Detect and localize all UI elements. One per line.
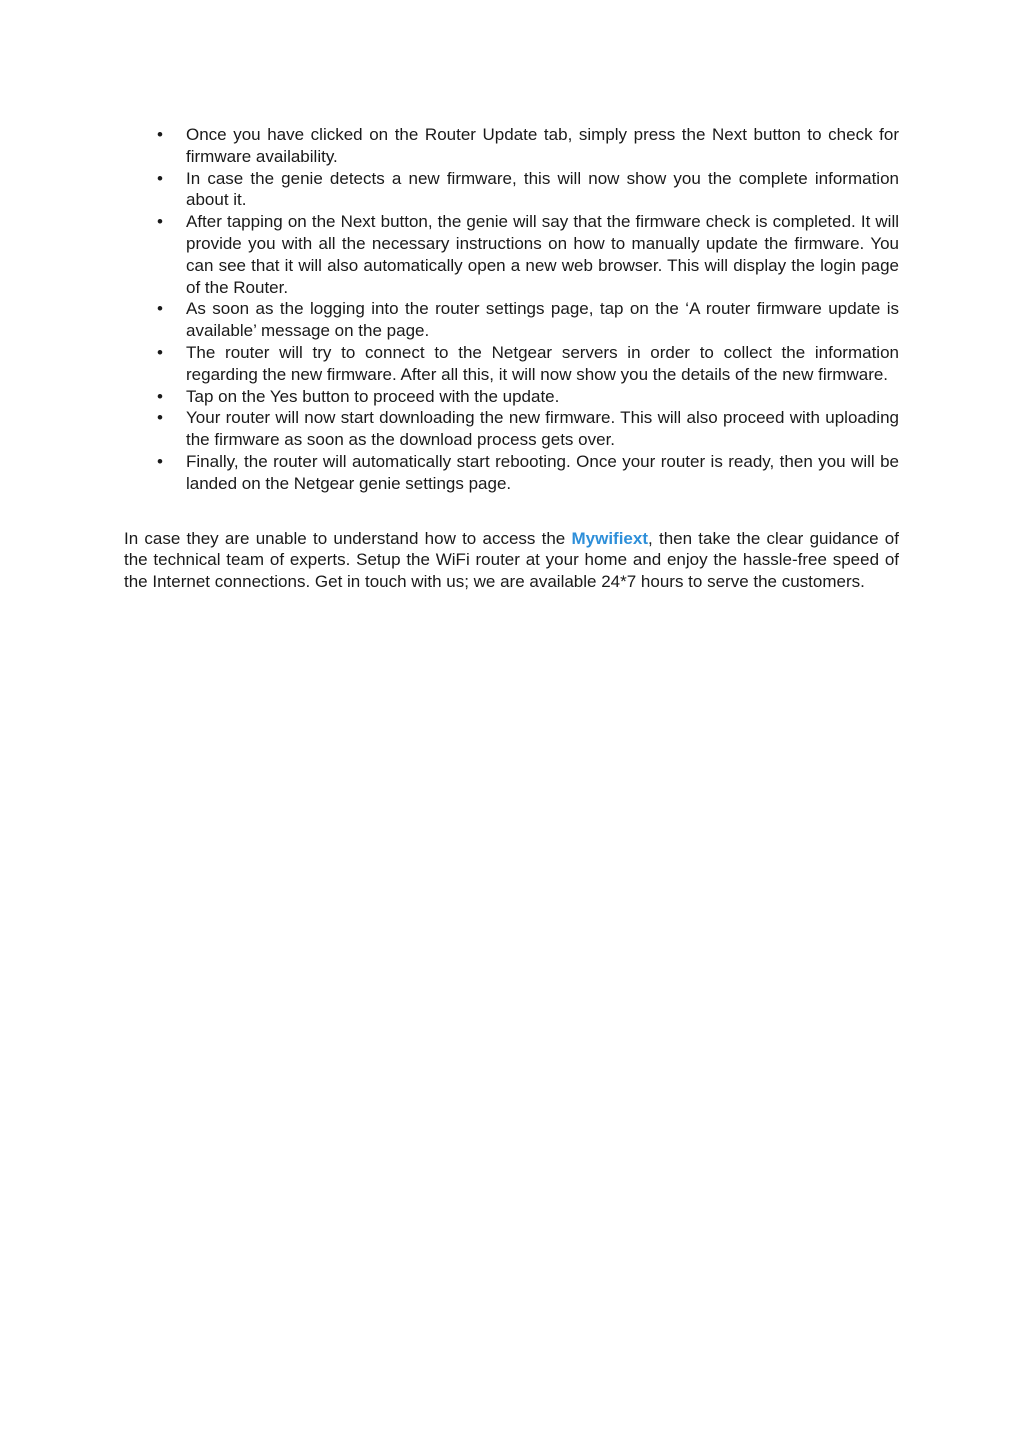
list-item: [124, 298, 899, 342]
closing-text-end: , then take the clear guidance of the technical team of experts. Setup the WiFi router at your home and enjoy the hassle-free speed of the Internet connections. Get in touch with us; we are available 24*7 hours to serve the customers.: [124, 528, 899, 592]
list-item-text: The router will try to connect to the Netgear servers in order to collect the information regarding the new firmware. After all this, it will now show you the details of the new firmware.: [186, 342, 899, 384]
list-item: [124, 124, 899, 168]
list-item: [124, 407, 899, 451]
list-item: [124, 342, 899, 386]
bullet-icon: •: [157, 125, 163, 144]
bullet-icon: •: [157, 342, 163, 362]
closing-text-start: In case they are unable to understand how to access the: [124, 528, 572, 548]
list-item-text: In case the genie detects a new firmware, this will now show you the complete information about it.: [186, 168, 899, 210]
list-item-text: Your router will now start downloading the new firmware. This will also proceed with uploading the firmware as soon as the download process gets over.: [186, 408, 899, 450]
list-item-text: As soon as the logging into the router settings page, tap on the ‘A router firmware update is available’ message on the page.: [186, 299, 899, 341]
list-item-text: Tap on the Yes button to proceed with the update.: [186, 386, 560, 406]
document-content: [124, 124, 899, 610]
list-item-text: After tapping on the Next button, the genie will say that the firmware check is completed. It will provide you with all the necessary instructions on how to manually update the firmware. You can see that it will also automatically open a new web browser. This will display the login page of the Router.: [186, 212, 899, 297]
bullet-icon: •: [157, 408, 163, 428]
list-item: [124, 211, 899, 298]
list-item-text: Once you have clicked on the Router Update tab, simply press the Next button to check for firmware availability.: [186, 125, 899, 166]
bullet-icon: •: [157, 451, 163, 471]
list-item: [124, 386, 899, 408]
instruction-list: [124, 124, 899, 495]
mywifiext-link[interactable]: Mywifiext: [571, 528, 649, 548]
list-item: [124, 451, 899, 495]
bullet-icon: •: [157, 299, 163, 319]
list-item-text: Finally, the router will automatically start rebooting. Once your router is ready, then you will be landed on the Netgear genie settings page.: [186, 451, 899, 493]
bullet-icon: •: [157, 386, 163, 406]
bullet-icon: •: [157, 212, 163, 232]
list-item: [124, 168, 899, 212]
bullet-icon: •: [157, 168, 163, 188]
closing-paragraph: [124, 528, 899, 593]
